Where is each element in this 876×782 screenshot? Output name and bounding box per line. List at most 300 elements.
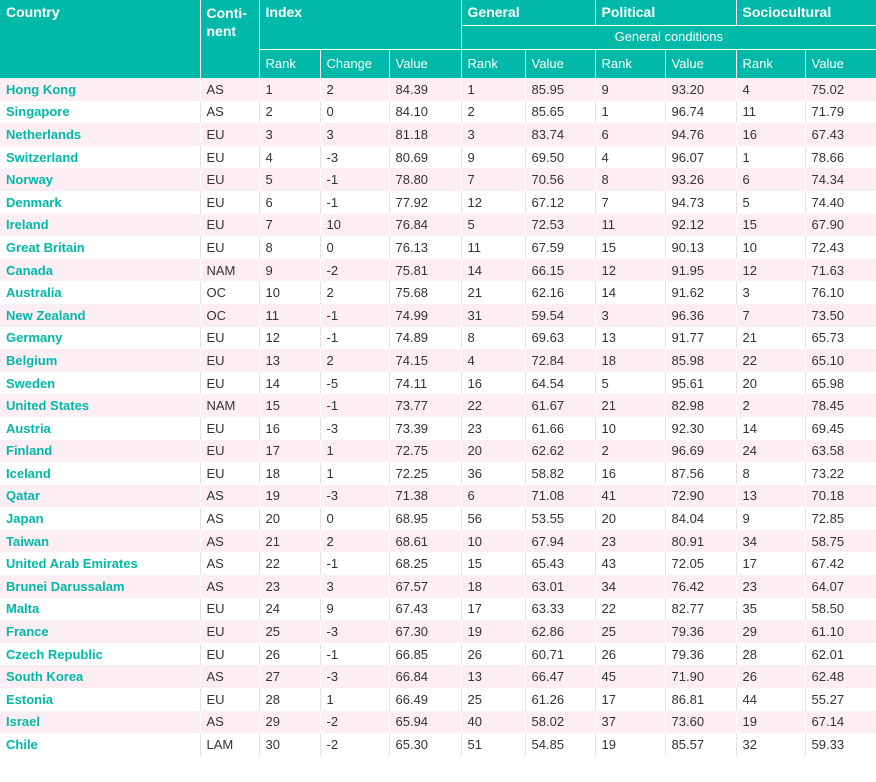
general-rank-cell: 7 — [461, 168, 525, 191]
sociocultural-rank-cell: 29 — [736, 620, 805, 643]
sociocultural-rank-cell: 3 — [736, 281, 805, 304]
political-value-cell: 91.77 — [665, 327, 736, 350]
general-value-cell: 67.94 — [525, 530, 595, 553]
table-row — [0, 349, 876, 372]
sociocultural-rank-cell: 32 — [736, 733, 805, 756]
index-change-cell: -2 — [320, 733, 389, 756]
index-rank-cell: 20 — [259, 507, 320, 530]
sociocultural-value-cell: 59.33 — [805, 733, 876, 756]
table-row — [0, 146, 876, 169]
index-change-cell: 2 — [320, 349, 389, 372]
general-rank-cell: 25 — [461, 688, 525, 711]
index-change-cell: -1 — [320, 394, 389, 417]
country-cell: Czech Republic — [0, 643, 200, 666]
sociocultural-rank-cell: 11 — [736, 101, 805, 124]
political-value-cell: 72.05 — [665, 552, 736, 575]
sociocultural-rank-cell: 4 — [736, 78, 805, 101]
table-row — [0, 688, 876, 711]
country-cell: Chile — [0, 733, 200, 756]
general-rank-cell: 22 — [461, 394, 525, 417]
general-value-cell: 66.15 — [525, 259, 595, 282]
sociocultural-rank-cell: 17 — [736, 552, 805, 575]
index-change-cell: 9 — [320, 598, 389, 621]
index-rank-cell: 12 — [259, 327, 320, 350]
general-rank-cell: 8 — [461, 327, 525, 350]
political-rank-cell: 26 — [595, 643, 665, 666]
general-value-cell: 58.82 — [525, 462, 595, 485]
index-rank-cell: 15 — [259, 394, 320, 417]
general-rank-cell: 9 — [461, 146, 525, 169]
political-rank-cell: 8 — [595, 168, 665, 191]
index-value-cell: 73.77 — [389, 394, 461, 417]
sociocultural-value-cell: 78.66 — [805, 146, 876, 169]
country-cell: Hong Kong — [0, 78, 200, 101]
table-body — [0, 78, 876, 756]
country-cell: Malta — [0, 598, 200, 621]
general-rank-cell: 14 — [461, 259, 525, 282]
political-rank-cell: 12 — [595, 259, 665, 282]
general-value-cell: 62.62 — [525, 440, 595, 463]
sociocultural-value-cell: 75.02 — [805, 78, 876, 101]
sociocultural-value-cell: 65.10 — [805, 349, 876, 372]
country-cell: Switzerland — [0, 146, 200, 169]
general-value-cell: 61.67 — [525, 394, 595, 417]
country-cell: Austria — [0, 417, 200, 440]
political-value-cell: 96.36 — [665, 304, 736, 327]
index-rank-cell: 21 — [259, 530, 320, 553]
continent-cell: EU — [200, 236, 259, 259]
country-cell: United Arab Emirates — [0, 552, 200, 575]
sociocultural-rank-cell: 10 — [736, 236, 805, 259]
general-rank-cell: 31 — [461, 304, 525, 327]
index-rank-cell: 23 — [259, 575, 320, 598]
political-rank-cell: 37 — [595, 711, 665, 734]
index-rank-cell: 27 — [259, 665, 320, 688]
index-value-cell: 72.75 — [389, 440, 461, 463]
index-value-cell: 65.94 — [389, 711, 461, 734]
continent-cell: EU — [200, 327, 259, 350]
general-value-cell: 69.63 — [525, 327, 595, 350]
general-rank-cell: 56 — [461, 507, 525, 530]
sociocultural-rank-cell: 22 — [736, 349, 805, 372]
political-value-cell: 96.07 — [665, 146, 736, 169]
header-general: General — [461, 0, 595, 26]
sociocultural-value-cell: 67.42 — [805, 552, 876, 575]
table-row — [0, 530, 876, 553]
index-value-cell: 67.30 — [389, 620, 461, 643]
political-rank-cell: 10 — [595, 417, 665, 440]
continent-cell: EU — [200, 620, 259, 643]
general-value-cell: 60.71 — [525, 643, 595, 666]
general-rank-cell: 36 — [461, 462, 525, 485]
table-row — [0, 191, 876, 214]
sociocultural-rank-cell: 23 — [736, 575, 805, 598]
sociocultural-rank-cell: 21 — [736, 327, 805, 350]
general-value-cell: 71.08 — [525, 485, 595, 508]
table-row — [0, 259, 876, 282]
political-value-cell: 93.20 — [665, 78, 736, 101]
index-value-cell: 75.81 — [389, 259, 461, 282]
index-value-cell: 84.10 — [389, 101, 461, 124]
index-rank-cell: 16 — [259, 417, 320, 440]
index-rank-cell: 3 — [259, 123, 320, 146]
index-rank-cell: 13 — [259, 349, 320, 372]
general-value-cell: 62.86 — [525, 620, 595, 643]
country-cell: South Korea — [0, 665, 200, 688]
country-cell: Singapore — [0, 101, 200, 124]
country-cell: Sweden — [0, 372, 200, 395]
general-value-cell: 65.43 — [525, 552, 595, 575]
index-value-cell: 75.68 — [389, 281, 461, 304]
sociocultural-value-cell: 65.73 — [805, 327, 876, 350]
political-rank-cell: 43 — [595, 552, 665, 575]
index-change-cell: 3 — [320, 575, 389, 598]
index-change-cell: -2 — [320, 259, 389, 282]
sociocultural-value-cell: 70.18 — [805, 485, 876, 508]
sociocultural-rank-cell: 12 — [736, 259, 805, 282]
continent-cell: AS — [200, 711, 259, 734]
country-cell: Taiwan — [0, 530, 200, 553]
sociocultural-value-cell: 78.45 — [805, 394, 876, 417]
general-rank-cell: 40 — [461, 711, 525, 734]
header-political-rank: Rank — [595, 50, 665, 79]
political-value-cell: 85.57 — [665, 733, 736, 756]
sociocultural-rank-cell: 26 — [736, 665, 805, 688]
index-change-cell: -1 — [320, 643, 389, 666]
index-value-cell: 77.92 — [389, 191, 461, 214]
sociocultural-rank-cell: 20 — [736, 372, 805, 395]
sociocultural-rank-cell: 14 — [736, 417, 805, 440]
general-value-cell: 63.33 — [525, 598, 595, 621]
political-rank-cell: 21 — [595, 394, 665, 417]
sociocultural-rank-cell: 19 — [736, 711, 805, 734]
index-value-cell: 66.49 — [389, 688, 461, 711]
table-row — [0, 236, 876, 259]
country-cell: Estonia — [0, 688, 200, 711]
political-rank-cell: 2 — [595, 440, 665, 463]
political-value-cell: 82.77 — [665, 598, 736, 621]
index-rank-cell: 28 — [259, 688, 320, 711]
general-rank-cell: 18 — [461, 575, 525, 598]
political-rank-cell: 17 — [595, 688, 665, 711]
table-row — [0, 733, 876, 756]
continent-cell: EU — [200, 146, 259, 169]
sociocultural-value-cell: 64.07 — [805, 575, 876, 598]
political-value-cell: 96.69 — [665, 440, 736, 463]
general-rank-cell: 20 — [461, 440, 525, 463]
general-rank-cell: 16 — [461, 372, 525, 395]
country-cell: Japan — [0, 507, 200, 530]
index-rank-cell: 30 — [259, 733, 320, 756]
sociocultural-rank-cell: 28 — [736, 643, 805, 666]
table-row — [0, 281, 876, 304]
general-rank-cell: 21 — [461, 281, 525, 304]
general-value-cell: 64.54 — [525, 372, 595, 395]
table-row — [0, 620, 876, 643]
index-rank-cell: 2 — [259, 101, 320, 124]
continent-cell: EU — [200, 191, 259, 214]
sociocultural-value-cell: 72.85 — [805, 507, 876, 530]
index-rank-cell: 11 — [259, 304, 320, 327]
index-value-cell: 76.84 — [389, 214, 461, 237]
header-general-value: Value — [525, 50, 595, 79]
general-rank-cell: 19 — [461, 620, 525, 643]
sociocultural-value-cell: 58.75 — [805, 530, 876, 553]
continent-cell: EU — [200, 349, 259, 372]
sociocultural-value-cell: 67.43 — [805, 123, 876, 146]
general-rank-cell: 4 — [461, 349, 525, 372]
sociocultural-rank-cell: 24 — [736, 440, 805, 463]
index-value-cell: 74.99 — [389, 304, 461, 327]
table-row — [0, 462, 876, 485]
continent-cell: OC — [200, 304, 259, 327]
index-change-cell: -3 — [320, 417, 389, 440]
sociocultural-rank-cell: 15 — [736, 214, 805, 237]
index-change-cell: -1 — [320, 304, 389, 327]
index-change-cell: 3 — [320, 123, 389, 146]
index-rank-cell: 5 — [259, 168, 320, 191]
index-rank-cell: 10 — [259, 281, 320, 304]
sociocultural-value-cell: 69.45 — [805, 417, 876, 440]
political-rank-cell: 13 — [595, 327, 665, 350]
sociocultural-rank-cell: 13 — [736, 485, 805, 508]
sociocultural-value-cell: 74.34 — [805, 168, 876, 191]
general-value-cell: 85.95 — [525, 78, 595, 101]
general-value-cell: 54.85 — [525, 733, 595, 756]
country-cell: Finland — [0, 440, 200, 463]
index-value-cell: 81.18 — [389, 123, 461, 146]
political-value-cell: 76.42 — [665, 575, 736, 598]
sociocultural-value-cell: 72.43 — [805, 236, 876, 259]
country-cell: Norway — [0, 168, 200, 191]
political-rank-cell: 9 — [595, 78, 665, 101]
political-value-cell: 85.98 — [665, 349, 736, 372]
political-rank-cell: 20 — [595, 507, 665, 530]
index-change-cell: 10 — [320, 214, 389, 237]
table-row — [0, 575, 876, 598]
index-rank-cell: 18 — [259, 462, 320, 485]
political-rank-cell: 16 — [595, 462, 665, 485]
sociocultural-rank-cell: 35 — [736, 598, 805, 621]
political-rank-cell: 3 — [595, 304, 665, 327]
sociocultural-value-cell: 65.98 — [805, 372, 876, 395]
header-general-rank: Rank — [461, 50, 525, 79]
country-cell: Belgium — [0, 349, 200, 372]
political-rank-cell: 14 — [595, 281, 665, 304]
index-rank-cell: 22 — [259, 552, 320, 575]
general-rank-cell: 2 — [461, 101, 525, 124]
index-rank-cell: 7 — [259, 214, 320, 237]
general-value-cell: 69.50 — [525, 146, 595, 169]
political-value-cell: 82.98 — [665, 394, 736, 417]
country-cell: Great Britain — [0, 236, 200, 259]
index-rank-cell: 25 — [259, 620, 320, 643]
continent-cell: EU — [200, 643, 259, 666]
header-index-value: Value — [389, 50, 461, 79]
sociocultural-rank-cell: 7 — [736, 304, 805, 327]
sociocultural-value-cell: 76.10 — [805, 281, 876, 304]
index-change-cell: 2 — [320, 78, 389, 101]
table-row — [0, 485, 876, 508]
country-cell: Canada — [0, 259, 200, 282]
index-value-cell: 68.25 — [389, 552, 461, 575]
sociocultural-rank-cell: 6 — [736, 168, 805, 191]
index-rank-cell: 8 — [259, 236, 320, 259]
index-value-cell: 66.85 — [389, 643, 461, 666]
index-rank-cell: 17 — [259, 440, 320, 463]
table-row — [0, 417, 876, 440]
index-value-cell: 73.39 — [389, 417, 461, 440]
political-value-cell: 94.76 — [665, 123, 736, 146]
political-value-cell: 93.26 — [665, 168, 736, 191]
index-change-cell: -3 — [320, 620, 389, 643]
index-value-cell: 68.61 — [389, 530, 461, 553]
continent-cell: LAM — [200, 733, 259, 756]
index-change-cell: -1 — [320, 191, 389, 214]
index-change-cell: 1 — [320, 462, 389, 485]
header-index: Index — [259, 0, 461, 50]
index-value-cell: 78.80 — [389, 168, 461, 191]
general-value-cell: 72.53 — [525, 214, 595, 237]
general-rank-cell: 13 — [461, 665, 525, 688]
index-rank-cell: 29 — [259, 711, 320, 734]
table-row — [0, 440, 876, 463]
index-rank-cell: 26 — [259, 643, 320, 666]
continent-cell: AS — [200, 485, 259, 508]
sociocultural-rank-cell: 44 — [736, 688, 805, 711]
index-change-cell: -1 — [320, 168, 389, 191]
political-rank-cell: 7 — [595, 191, 665, 214]
table-row — [0, 372, 876, 395]
table-row — [0, 168, 876, 191]
table-row — [0, 123, 876, 146]
continent-cell: OC — [200, 281, 259, 304]
sociocultural-value-cell: 67.14 — [805, 711, 876, 734]
country-cell: New Zealand — [0, 304, 200, 327]
sociocultural-value-cell: 58.50 — [805, 598, 876, 621]
country-cell: France — [0, 620, 200, 643]
index-value-cell: 71.38 — [389, 485, 461, 508]
general-rank-cell: 26 — [461, 643, 525, 666]
index-change-cell: 1 — [320, 440, 389, 463]
general-rank-cell: 5 — [461, 214, 525, 237]
general-value-cell: 72.84 — [525, 349, 595, 372]
continent-cell: EU — [200, 462, 259, 485]
political-value-cell: 91.95 — [665, 259, 736, 282]
general-rank-cell: 12 — [461, 191, 525, 214]
continent-cell: AS — [200, 530, 259, 553]
header-political: Political — [595, 0, 736, 26]
sociocultural-value-cell: 73.50 — [805, 304, 876, 327]
index-value-cell: 67.57 — [389, 575, 461, 598]
country-cell: Brunei Darussalam — [0, 575, 200, 598]
general-value-cell: 63.01 — [525, 575, 595, 598]
sociocultural-value-cell: 62.48 — [805, 665, 876, 688]
index-change-cell: -3 — [320, 665, 389, 688]
country-cell: Israel — [0, 711, 200, 734]
index-value-cell: 65.30 — [389, 733, 461, 756]
political-rank-cell: 23 — [595, 530, 665, 553]
political-value-cell: 92.30 — [665, 417, 736, 440]
index-value-cell: 80.69 — [389, 146, 461, 169]
political-value-cell: 96.74 — [665, 101, 736, 124]
index-rank-cell: 4 — [259, 146, 320, 169]
index-change-cell: -2 — [320, 711, 389, 734]
political-rank-cell: 6 — [595, 123, 665, 146]
general-value-cell: 67.12 — [525, 191, 595, 214]
index-value-cell: 74.89 — [389, 327, 461, 350]
header-sociocultural-value: Value — [805, 50, 876, 79]
index-value-cell: 74.11 — [389, 372, 461, 395]
continent-cell: EU — [200, 440, 259, 463]
political-rank-cell: 18 — [595, 349, 665, 372]
sociocultural-rank-cell: 34 — [736, 530, 805, 553]
general-value-cell: 83.74 — [525, 123, 595, 146]
header-index-change: Change — [320, 50, 389, 79]
political-rank-cell: 19 — [595, 733, 665, 756]
political-value-cell: 80.91 — [665, 530, 736, 553]
sociocultural-rank-cell: 9 — [736, 507, 805, 530]
index-value-cell: 66.84 — [389, 665, 461, 688]
index-change-cell: 2 — [320, 281, 389, 304]
sociocultural-value-cell: 74.40 — [805, 191, 876, 214]
index-rank-cell: 14 — [259, 372, 320, 395]
table-row — [0, 78, 876, 101]
continent-cell: EU — [200, 417, 259, 440]
table-row — [0, 711, 876, 734]
index-value-cell: 67.43 — [389, 598, 461, 621]
index-value-cell: 84.39 — [389, 78, 461, 101]
index-change-cell: -3 — [320, 485, 389, 508]
sociocultural-value-cell: 61.10 — [805, 620, 876, 643]
country-cell: Ireland — [0, 214, 200, 237]
continent-cell: EU — [200, 123, 259, 146]
index-change-cell: 0 — [320, 507, 389, 530]
index-change-cell: 0 — [320, 236, 389, 259]
political-value-cell: 72.90 — [665, 485, 736, 508]
continent-cell: NAM — [200, 394, 259, 417]
header-general-conditions: General conditions — [461, 26, 876, 50]
general-rank-cell: 23 — [461, 417, 525, 440]
sociocultural-value-cell: 71.79 — [805, 101, 876, 124]
index-rank-cell: 24 — [259, 598, 320, 621]
continent-cell: EU — [200, 168, 259, 191]
table-row — [0, 552, 876, 575]
continent-cell: AS — [200, 552, 259, 575]
table-row — [0, 394, 876, 417]
general-rank-cell: 51 — [461, 733, 525, 756]
index-value-cell: 72.25 — [389, 462, 461, 485]
table-row — [0, 507, 876, 530]
general-rank-cell: 6 — [461, 485, 525, 508]
header-country: Country — [0, 0, 200, 78]
table-row — [0, 304, 876, 327]
general-value-cell: 85.65 — [525, 101, 595, 124]
sociocultural-value-cell: 62.01 — [805, 643, 876, 666]
header-sociocultural-rank: Rank — [736, 50, 805, 79]
header-continent: Conti- nent — [200, 0, 259, 78]
header-political-value: Value — [665, 50, 736, 79]
index-rank-cell: 1 — [259, 78, 320, 101]
political-rank-cell: 45 — [595, 665, 665, 688]
continent-cell: AS — [200, 507, 259, 530]
political-value-cell: 79.36 — [665, 620, 736, 643]
political-value-cell: 73.60 — [665, 711, 736, 734]
country-cell: Germany — [0, 327, 200, 350]
political-rank-cell: 25 — [595, 620, 665, 643]
general-value-cell: 66.47 — [525, 665, 595, 688]
sociocultural-value-cell: 63.58 — [805, 440, 876, 463]
